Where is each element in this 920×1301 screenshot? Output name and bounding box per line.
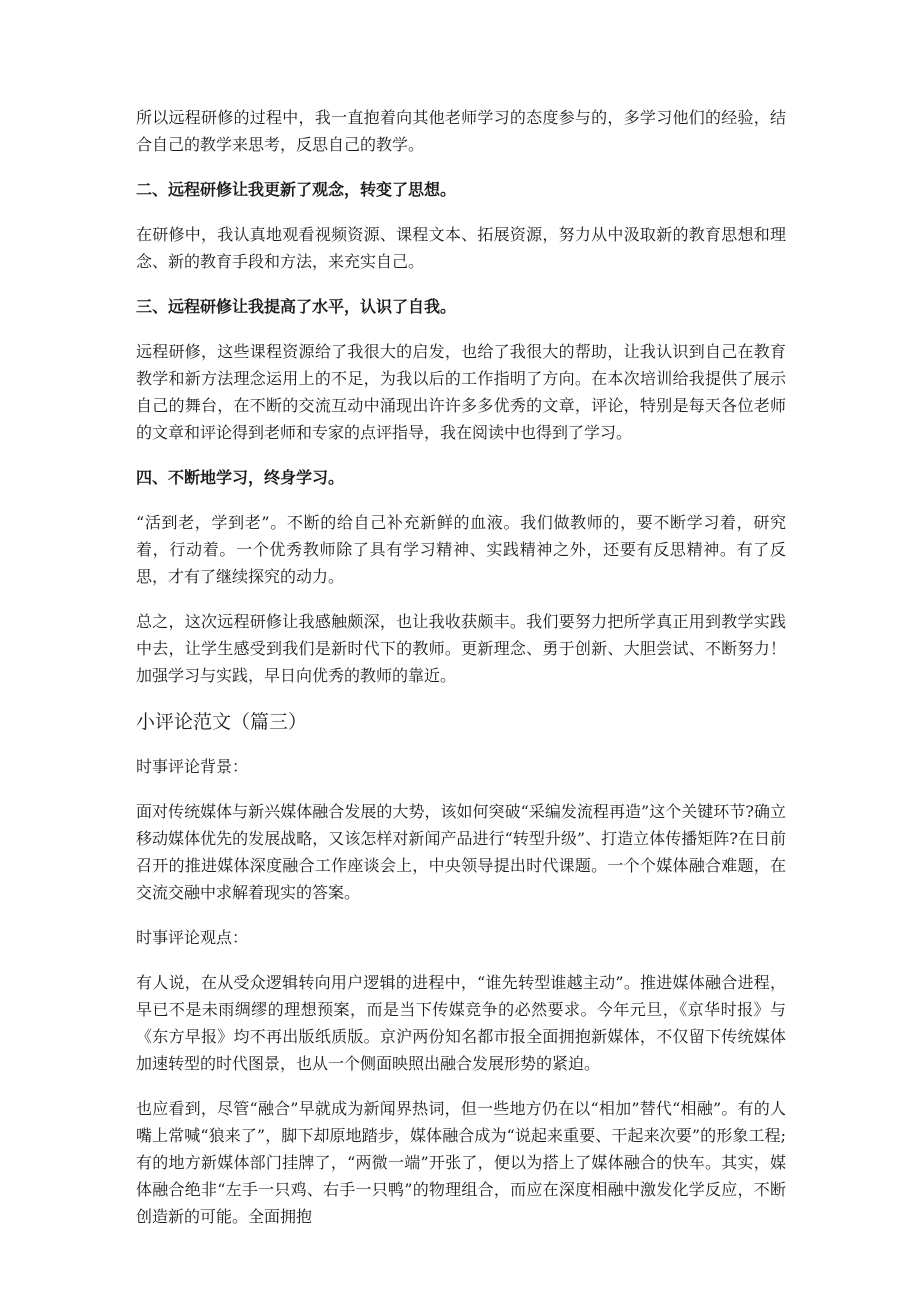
heading-section-3: 三、远程研修让我提高了水平，认识了自我。 <box>136 297 457 316</box>
section-title: 小评论范文（篇三） <box>136 711 308 733</box>
paragraph-viewpoint-1: 有人说，在从受众逻辑转向用户逻辑的进程中，“谁先转型谁越主动”。推进媒体融合进程，早已不是未雨绸缪的理想预案，而是当下传媒竞争的必然要求。今年元旦，《京华时报》与《东方早报》均不再出版纸质版。京沪两份知名都市报全面拥抱新媒体，不仅留下传统媒体加速转型的时代图景，也从一个侧面映照出融合发展形势的紧迫。 <box>136 973 786 1073</box>
label-viewpoint: 时事评论观点： <box>136 928 249 947</box>
label-background: 时事评论背景： <box>136 757 249 776</box>
paragraph-background: 面对传统媒体与新兴媒体融合发展的大势，该如何突破“采编发流程再造”这个关键环节?确立移动媒体优先的发展战略，又该怎样对新闻产品进行“转型升级”、打造立体传播矩阵?在日前召开的推进媒体深度融合工作座谈会上，中央领导提出时代课题。一个个媒体融合难题，在交流交融中求解着现实的答案。 <box>136 802 786 902</box>
paragraph-lifelong-learning: “活到老，学到老”。不断的给自己补充新鲜的血液。我们做教师的，要不断学习着，研究着，行动着。一个优秀教师除了具有学习精神、实践精神之外，还要有反思精神。有了反思，才有了继续探究的动力。 <box>136 513 786 586</box>
paragraph-study: 在研修中，我认真地观看视频资源、课程文本、拓展资源，努力从中汲取新的教育思想和理念、新的教育手段和方法，来充实自己。 <box>136 225 786 271</box>
heading-section-4: 四、不断地学习，终身学习。 <box>136 468 345 487</box>
paragraph-resources: 远程研修，这些课程资源给了我很大的启发，也给了我很大的帮助，让我认识到自己在教育教学和新方法理念运用上的不足，为我以后的工作指明了方向。在本次培训给我提供了展示自己的舞台，在不断的交流互动中涌现出许许多多优秀的文章，评论，特别是每天各位老师的文章和评论得到老师和专家的点评指导，我在阅读中也得到了学习。 <box>136 342 786 442</box>
heading-section-2: 二、远程研修让我更新了观念，转变了思想。 <box>136 180 457 199</box>
paragraph-reflection: 所以远程研修的过程中，我一直抱着向其他老师学习的态度参与的，多学习他们的经验，结合自己的教学来思考，反思自己的教学。 <box>136 108 786 154</box>
paragraph-summary: 总之，这次远程研修让我感触颇深，也让我收获颇丰。我们要努力把所学真正用到教学实践中去，让学生感受到我们是新时代下的教师。更新理念、勇于创新、大胆尝试、不断努力！加强学习与实践，早日向优秀的教师的靠近。 <box>136 612 786 685</box>
document-page <box>136 104 786 1248</box>
paragraph-viewpoint-2: 也应看到，尽管“融合”早就成为新闻界热词，但一些地方仍在以“相加”替代“相融”。有的人嘴上常喊“狼来了”，脚下却原地踏步，媒体融合成为“说起来重要、干起来次要”的形象工程;有的地方新媒体部门挂牌了，“两微一端”开张了，便以为搭上了媒体融合的快车。其实，媒体融合绝非“左手一只鸡、右手一只鸭”的物理组合，而应在深度相融中激发化学反应，不断创造新的可能。全面拥抱 <box>136 1099 786 1226</box>
